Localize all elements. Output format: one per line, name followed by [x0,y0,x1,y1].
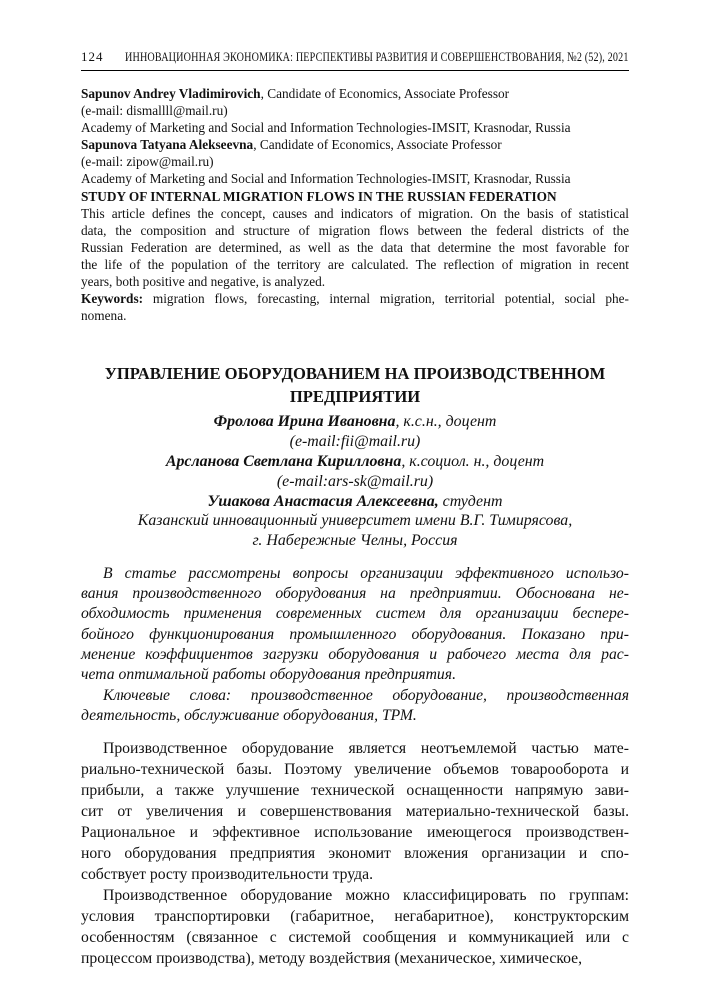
author-degree-en-1: , Candidate of Economics, Associate Professor [260,86,510,101]
body-paragraph-2 [81,885,629,969]
body-line: Производственное оборудование является неотъемлемой частью мате- [103,740,629,758]
author-name-ru-1: Фролова Ирина Ивановна [213,413,396,431]
body-line: условия транспортировки (габаритное, негабаритное), конструкторским [81,908,629,926]
abstract-en-line: data, the composition and structure of migration flows between the federal districts of the [81,222,629,238]
russian-abstract-section [81,564,629,726]
body-line: прибыли, а также улучшение технической оснащенности напрямую зави- [81,782,629,800]
keywords-label-en: Keywords: [81,291,144,307]
abstract-ru [81,564,629,686]
author-email-ru-2: (e-mail:ars-sk@mail.ru) [276,472,434,490]
body-line: собствует росту производительности труда. [81,866,374,884]
author-role-ru-1: , к.с.н., доцент [395,413,497,431]
article-title-ru: УПРАВЛЕНИЕ ОБОРУДОВАНИЕМ НА ПРОИЗВОДСТВЕННОМ ПРЕДПРИЯТИИ [104,364,606,407]
affiliation-ru-line-1: Казанский инновационный университет имени В.Г. Тимирясова, [137,512,573,530]
author-line-en-1 [81,85,629,102]
article-body [81,738,629,969]
author-email-en-1: (e-mail: dismallll@mail.ru) [81,103,228,119]
author-role-ru-3: студент [438,492,503,510]
journal-title: ИННОВАЦИОННАЯ ЭКОНОМИКА: ПЕРСПЕКТИВЫ РАЗВИТИЯ И СОВЕРШЕНСТВОВАНИЯ, №2 (52), 2021 [124,49,629,64]
english-abstract-section [81,85,629,324]
keywords-ru-line: деятельность, обслуживание оборудования, ТРМ. [81,706,417,724]
author-affiliation-en-2: Academy of Marketing and Social and Information Technologies-IMSIT, Krasnodar, Russia [81,171,571,187]
author-name-en-2: Sapunova Tatyana Alekseevna [81,137,254,153]
abstract-ru-line: В статье рассмотрены вопросы организации эффективного использо- [103,564,629,582]
body-line: особенностям (связанное с системой сообщения и коммуникацией или с [81,929,629,947]
author-affiliation-en-1: Academy of Marketing and Social and Information Technologies-IMSIT, Krasnodar, Russia [81,120,571,136]
abstract-en [81,205,629,290]
author-email-en-2: (e-mail: zipow@mail.ru) [81,154,214,170]
abstract-en-line: Russian Federation are determined, as well as the data that determine the most favorable for [81,239,629,255]
author-role-ru-2: , к.социол. н., доцент [401,452,545,470]
page-number: 124 [81,49,104,64]
body-line: сит от увеличения и совершенствования материально-технической базы. [81,803,629,821]
author-line-en-2 [81,136,629,153]
author-line-ru-3 [81,492,629,512]
article-title-en: STUDY OF INTERNAL MIGRATION FLOWS IN THE RUSSIAN FEDERATION [81,188,557,204]
author-name-ru-2: Арсланова Светлана Кирилловна [165,452,402,470]
keywords-text-en: migration flows, forecasting, internal migration, territorial potential, social phe- [143,291,629,307]
affiliation-ru-line-2: г. Набережные Челны, Россия [252,532,458,550]
author-email-ru-1: (e-mail:fii@mail.ru) [289,433,421,451]
abstract-ru-line: чета оптимальной работы оборудования предприятия. [81,666,456,684]
abstract-ru-line: обходимость применения современных систем для организации беспере- [81,605,629,623]
body-line: Рациональное и эффективное использование имеющегося производствен- [81,824,629,842]
keywords-en-line [81,290,629,307]
abstract-en-line: years, both positive and negative, is analyzed. [81,274,326,290]
body-line: риально-технической базы. Поэтому увеличение объемов товарооборота и [81,761,629,779]
author-line-ru-2 [81,452,629,472]
abstract-en-line: This article defines the concept, causes and indicators of migration. On the basis of statistical [81,205,629,221]
abstract-ru-line: бойного функционирования промышленного оборудования. Показано при- [81,625,629,643]
author-line-ru-1 [81,412,629,432]
keywords-ru-line: Ключевые слова: производственное оборудование, производственная [103,686,629,704]
author-degree-en-2: , Candidate of Economics, Associate Professor [253,137,502,153]
body-line: Производственное оборудование можно классифицировать по группам: [103,887,629,905]
author-name-ru-3: Ушакова Анастасия Алексеевна, [207,492,439,510]
abstract-ru-line: менение коэффициентов загрузки оборудования и рабочего места для рас- [81,646,629,664]
body-paragraph-1 [81,738,629,885]
body-line: ного оборудования предприятия экономит вложения организации и спо- [81,845,629,863]
russian-article-header [81,362,629,551]
author-name-en-1: Sapunov Andrey Vladimirovich [81,86,261,101]
document-page [81,0,629,969]
body-line: процессом производства), методу воздействия (механическое, химическое, [81,950,583,968]
journal-running-head [81,50,629,71]
keywords-ru [81,686,629,727]
abstract-en-line: the life of the population of the territory are calculated. The reflection of migration in recent [81,256,629,272]
abstract-ru-line: вания производственного оборудования на предприятии. Обоснована не- [81,585,629,603]
keywords-en-continuation: nomena. [81,308,127,324]
